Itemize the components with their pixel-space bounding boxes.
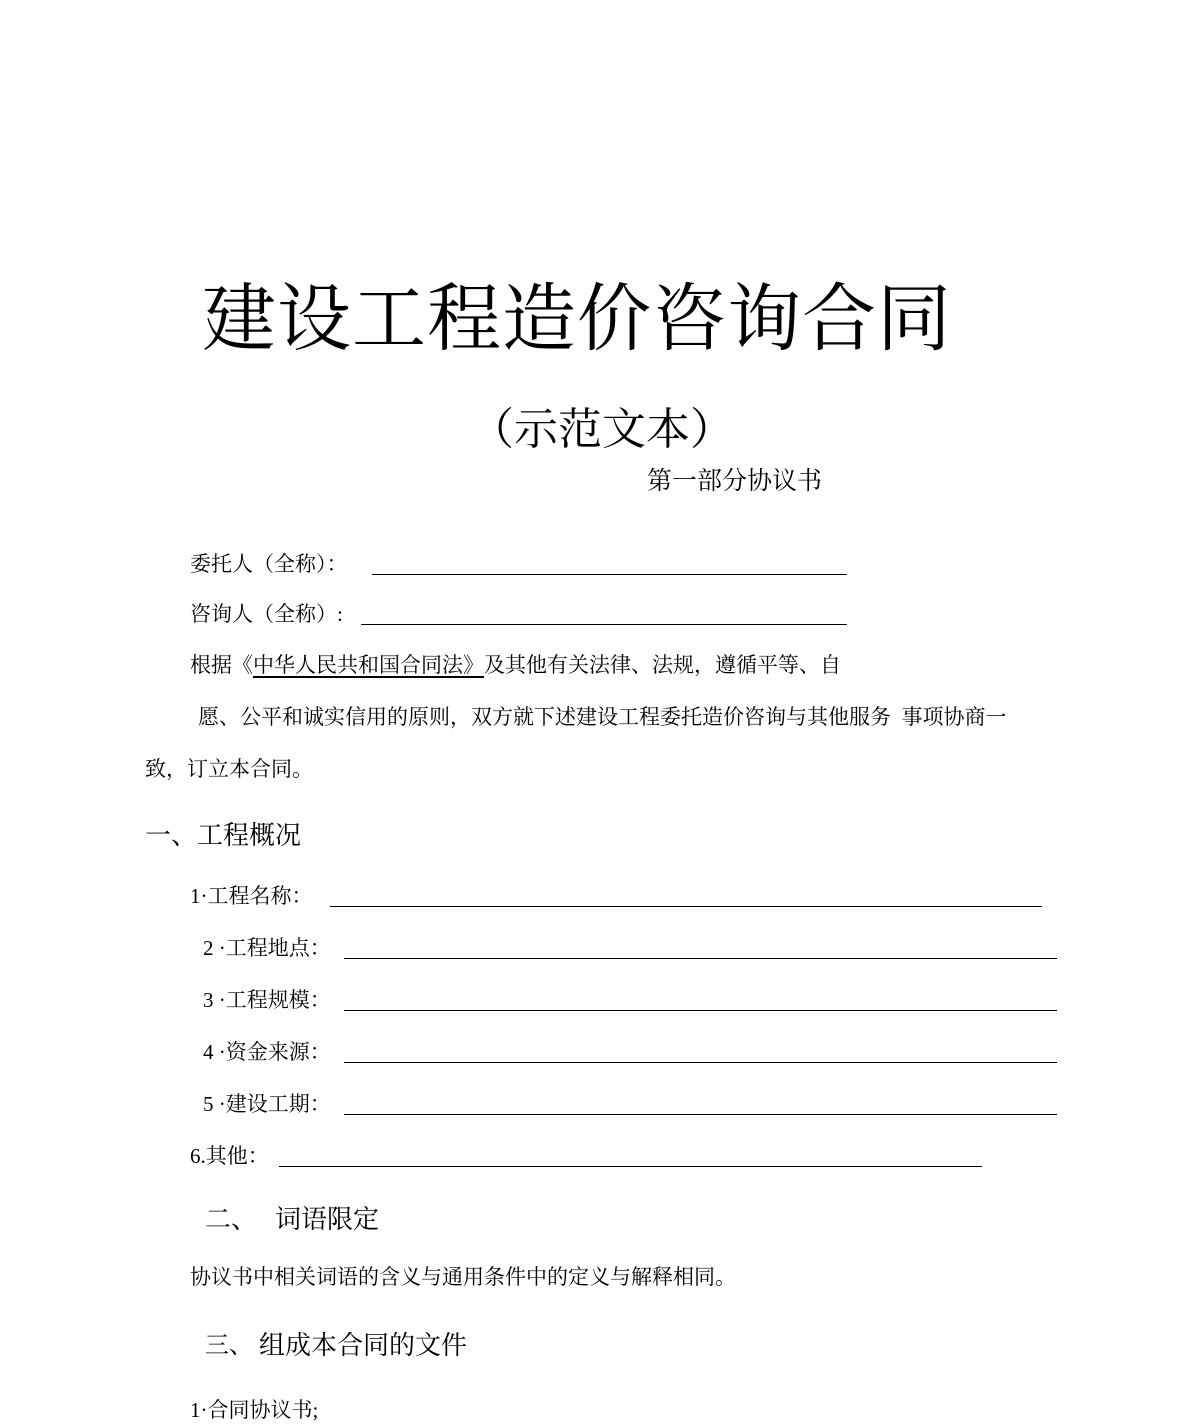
item-project-name-label: 1·工程名称： [190,884,313,908]
item-funding-source-label: 4 ·资金来源： [203,1040,331,1064]
item-project-scale-label: 3 ·工程规模： [203,988,331,1012]
client-label: 委托人（全称）： [190,552,348,576]
project-location-blank[interactable] [344,958,1057,959]
section-2-heading-number: 二、 [205,1205,258,1235]
document-title: 建设工程造价咨询合同 [202,276,952,362]
preamble-line-1 [190,655,841,676]
document-subtitle: （示范文本） [470,404,734,455]
item-project-location-label: 2 ·工程地点： [203,936,331,960]
preamble-line-3: 致，订立本合同。 [145,757,313,781]
part-title: 第一部分协议书 [647,466,823,495]
other-blank[interactable] [279,1166,982,1167]
section-2-text: 协议书中相关词语的含义与通用条件中的定义与解释相同。 [190,1265,736,1289]
project-scale-blank[interactable] [344,1010,1057,1011]
law-name-link[interactable]: 中华人民共和国合同法》 [253,653,484,677]
preamble-line-2: 愿、公平和诚实信用的原则，双方就下述建设工程委托造价咨询与其他服务 事项协商一 [198,705,1007,729]
consultant-name-blank[interactable] [361,624,847,625]
funding-source-blank[interactable] [344,1062,1057,1063]
preamble-suffix: 及其他有关法律、法规，遵循平等、自 [484,653,841,677]
section-3-heading-number: 三、 [205,1333,253,1359]
construction-period-blank[interactable] [344,1114,1057,1115]
section-2-heading-text: 词语限定 [275,1205,380,1235]
section-1-heading: 一、工程概况 [145,821,302,851]
preamble-prefix: 根据《 [190,653,253,677]
client-name-blank[interactable] [372,574,847,575]
item-other-label: 6.其他： [190,1144,269,1168]
item-construction-period-label: 5 ·建设工期： [203,1092,331,1116]
consultant-label: 咨询人（全称）: [190,602,343,626]
section-3-item-1: 1·合同协议书; [190,1398,319,1422]
project-name-blank[interactable] [330,906,1042,907]
section-3-heading-text: 组成本合同的文件 [259,1331,468,1361]
